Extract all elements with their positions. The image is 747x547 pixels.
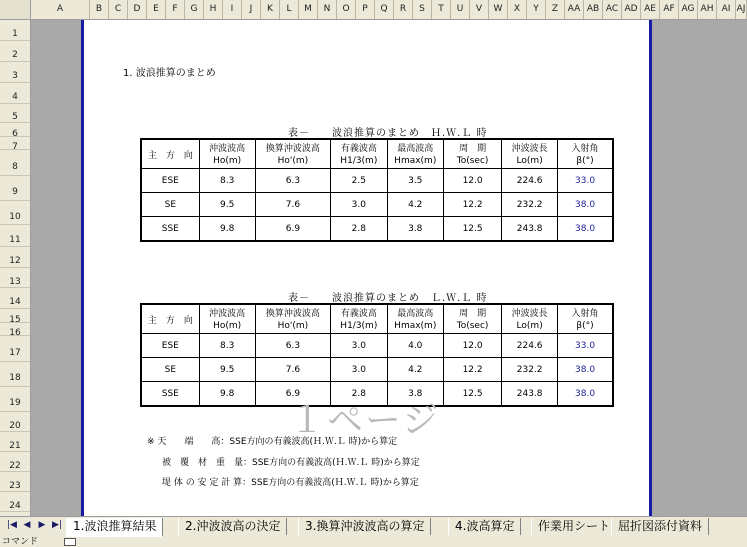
table-header-row — [141, 319, 613, 333]
value-cell[interactable]: 38.0 — [558, 358, 613, 382]
row-header-15[interactable]: 15 — [0, 309, 30, 323]
row-header-12[interactable]: 12 — [0, 247, 30, 268]
column-header-t[interactable]: T — [432, 0, 451, 19]
column-header-ad[interactable]: AD — [622, 0, 641, 19]
table-hwl — [140, 138, 614, 242]
value-cell[interactable]: 38.0 — [558, 382, 613, 407]
value-cell[interactable]: 3.0 — [331, 193, 387, 217]
header-cell: 換算沖波波高 — [255, 139, 330, 154]
column-header-g[interactable]: G — [185, 0, 204, 19]
macro-record-icon[interactable] — [64, 538, 76, 546]
header-cell: 沖波波高 — [199, 139, 255, 154]
value-cell[interactable]: 8.3 — [199, 334, 255, 358]
header-cell: 周 期 — [444, 304, 502, 319]
value-cell[interactable]: 12.5 — [444, 217, 502, 242]
row-header-22[interactable]: 22 — [0, 452, 30, 472]
tab-sheet-5[interactable]: 作業用シート — [531, 518, 617, 535]
value-cell[interactable]: 9.5 — [199, 193, 255, 217]
row-header-18[interactable]: 18 — [0, 362, 30, 387]
header-unit-cell: Ho'(m) — [255, 319, 330, 333]
header-cell: 入射角 — [558, 139, 613, 154]
table-row — [141, 358, 613, 382]
value-cell[interactable]: 9.5 — [199, 358, 255, 382]
column-header-ag[interactable]: AG — [679, 0, 698, 19]
document-heading: 1. 波浪推算のまとめ — [123, 68, 216, 79]
status-bar — [0, 537, 747, 547]
column-header-f[interactable]: F — [166, 0, 185, 19]
last-sheet-button[interactable]: ▶| — [52, 520, 62, 530]
first-sheet-button[interactable]: |◀ — [7, 520, 17, 530]
column-header-j[interactable]: J — [242, 0, 261, 19]
value-cell[interactable]: 33.0 — [558, 334, 613, 358]
header-unit-cell: Ho'(m) — [255, 154, 330, 168]
header-cell: 最高波高 — [387, 139, 444, 154]
table-header-row — [141, 139, 613, 154]
column-header-k[interactable]: K — [261, 0, 280, 19]
value-cell[interactable]: 33.0 — [558, 169, 613, 193]
header-unit-cell: Lo(m) — [502, 154, 558, 168]
header-cell: 沖波波長 — [502, 304, 558, 319]
header-unit-cell: Lo(m) — [502, 319, 558, 333]
header-unit-cell: H1/3(m) — [331, 319, 387, 333]
table-lwl-caption: 表－ 波浪推算のまとめ Ｌ.Ｗ.Ｌ 時 — [288, 293, 488, 304]
outside-print-area-right — [652, 20, 747, 516]
select-all-corner[interactable] — [0, 0, 31, 19]
row-header-8[interactable]: 8 — [0, 150, 30, 176]
value-cell[interactable]: 38.0 — [558, 193, 613, 217]
direction-cell[interactable]: SE — [141, 193, 199, 217]
value-cell[interactable]: 2.8 — [331, 217, 387, 242]
row-header-7[interactable]: 7 — [0, 137, 30, 150]
value-cell[interactable]: 7.6 — [255, 358, 330, 382]
table-row — [141, 169, 613, 193]
row-header-2[interactable]: 2 — [0, 41, 30, 62]
tab-sheet-3[interactable]: 3.換算沖波波高の算定 — [298, 518, 431, 535]
column-header-aj[interactable]: AJ — [736, 0, 747, 19]
direction-cell[interactable]: SE — [141, 358, 199, 382]
value-cell[interactable]: 12.0 — [444, 169, 502, 193]
value-cell[interactable]: 3.0 — [331, 334, 387, 358]
row-header-6[interactable]: 6 — [0, 123, 30, 137]
row-header-23[interactable]: 23 — [0, 472, 30, 492]
value-cell[interactable]: 6.9 — [255, 217, 330, 242]
value-cell[interactable]: 38.0 — [558, 217, 613, 242]
value-cell[interactable]: 4.2 — [387, 193, 444, 217]
row-header-bar — [0, 20, 31, 516]
column-header-x[interactable]: X — [508, 0, 527, 19]
column-header-r[interactable]: R — [394, 0, 413, 19]
column-header-e[interactable]: E — [147, 0, 166, 19]
direction-cell[interactable]: ESE — [141, 334, 199, 358]
table-row — [141, 217, 613, 242]
note-stability-calc: 堤 体 の 安 定 計 算：SSE方向の有義波高(Ｈ.Ｗ.Ｌ 時)から算定 — [162, 478, 419, 488]
column-header-aa[interactable]: AA — [565, 0, 584, 19]
row-header-20[interactable]: 20 — [0, 412, 30, 432]
column-header-w[interactable]: W — [489, 0, 508, 19]
value-cell[interactable]: 3.8 — [387, 217, 444, 242]
row-header-21[interactable]: 21 — [0, 432, 30, 452]
tab-sheet-6[interactable]: 屈折図添付資料 — [611, 518, 709, 535]
column-header-n[interactable]: N — [318, 0, 337, 19]
column-header-d[interactable]: D — [128, 0, 147, 19]
value-cell[interactable]: 4.2 — [387, 358, 444, 382]
column-header-z[interactable]: Z — [546, 0, 565, 19]
column-header-a[interactable]: A — [31, 0, 90, 19]
column-header-ab[interactable]: AB — [584, 0, 603, 19]
value-cell[interactable]: 243.8 — [502, 382, 558, 407]
row-header-4[interactable]: 4 — [0, 83, 30, 104]
table-row — [141, 193, 613, 217]
header-unit-cell: Hmax(m) — [387, 154, 444, 168]
column-header-l[interactable]: L — [280, 0, 299, 19]
value-cell[interactable]: 9.8 — [199, 382, 255, 407]
row-header-9[interactable]: 9 — [0, 176, 30, 201]
row-header-17[interactable]: 17 — [0, 336, 30, 362]
header-unit-cell: To(sec) — [444, 319, 502, 333]
column-header-ae[interactable]: AE — [641, 0, 660, 19]
header-cell: 周 期 — [444, 139, 502, 154]
value-cell[interactable]: 3.0 — [331, 358, 387, 382]
page-watermark: １ページ — [289, 400, 441, 441]
column-header-c[interactable]: C — [109, 0, 128, 19]
column-header-p[interactable]: P — [356, 0, 375, 19]
header-cell: 有義波高 — [331, 139, 387, 154]
column-header-ah[interactable]: AH — [698, 0, 717, 19]
value-cell[interactable]: 3.8 — [387, 382, 444, 407]
row-header-24[interactable]: 24 — [0, 492, 30, 512]
header-unit-cell: β(°) — [558, 319, 613, 333]
status-text: コマンド — [2, 537, 39, 547]
row-header-10[interactable]: 10 — [0, 201, 30, 225]
column-header-i[interactable]: I — [223, 0, 242, 19]
value-cell[interactable]: 243.8 — [502, 217, 558, 242]
column-header-o[interactable]: O — [337, 0, 356, 19]
row-header-14[interactable]: 14 — [0, 288, 30, 309]
column-header-ai[interactable]: AI — [717, 0, 736, 19]
header-cell: 有義波高 — [331, 304, 387, 319]
value-cell[interactable]: 3.5 — [387, 169, 444, 193]
header-cell: 沖波波長 — [502, 139, 558, 154]
table-header-row — [141, 304, 613, 319]
value-cell[interactable]: 8.3 — [199, 169, 255, 193]
value-cell[interactable]: 12.5 — [444, 382, 502, 407]
column-header-v[interactable]: V — [470, 0, 489, 19]
header-cell: 沖波波高 — [199, 304, 255, 319]
direction-cell[interactable]: SSE — [141, 382, 199, 407]
table-hwl-caption: 表－ 波浪推算のまとめ Ｈ.Ｗ.Ｌ 時 — [288, 128, 488, 139]
value-cell[interactable]: 9.8 — [199, 217, 255, 242]
header-unit-cell: H1/3(m) — [331, 154, 387, 168]
column-header-u[interactable]: U — [451, 0, 470, 19]
direction-cell[interactable]: ESE — [141, 169, 199, 193]
table-row — [141, 334, 613, 358]
direction-cell[interactable]: SSE — [141, 217, 199, 242]
row-header-3[interactable]: 3 — [0, 62, 30, 83]
header-unit-cell: Ho(m) — [199, 319, 255, 333]
column-header-q[interactable]: Q — [375, 0, 394, 19]
header-unit-cell: Ho(m) — [199, 154, 255, 168]
column-header-b[interactable]: B — [90, 0, 109, 19]
value-cell[interactable]: 2.5 — [331, 169, 387, 193]
column-header-m[interactable]: M — [299, 0, 318, 19]
note-crest-height: ※ 天 端 高：SSE方向の有義波高(Ｈ.Ｗ.Ｌ 時)から算定 — [147, 437, 398, 447]
value-cell[interactable]: 12.0 — [444, 334, 502, 358]
next-sheet-button[interactable]: ▶ — [38, 520, 46, 530]
value-cell[interactable]: 232.2 — [502, 358, 558, 382]
header-unit-cell: Hmax(m) — [387, 319, 444, 333]
column-header-y[interactable]: Y — [527, 0, 546, 19]
value-cell[interactable]: 224.6 — [502, 334, 558, 358]
column-header-s[interactable]: S — [413, 0, 432, 19]
column-header-bar — [0, 0, 747, 20]
row-header-19[interactable]: 19 — [0, 387, 30, 412]
value-cell[interactable]: 6.3 — [255, 334, 330, 358]
value-cell[interactable]: 232.2 — [502, 193, 558, 217]
header-cell: 最高波高 — [387, 304, 444, 319]
header-cell: 主 方 向 — [141, 139, 199, 169]
tab-sheet-1[interactable]: 1.波浪推算結果 — [66, 518, 163, 537]
value-cell[interactable]: 12.2 — [444, 358, 502, 382]
row-header-11[interactable]: 11 — [0, 225, 30, 247]
row-header-13[interactable]: 13 — [0, 268, 30, 288]
row-header-5[interactable]: 5 — [0, 104, 30, 123]
value-cell[interactable]: 224.6 — [502, 169, 558, 193]
value-cell[interactable]: 2.8 — [331, 382, 387, 407]
column-header-af[interactable]: AF — [660, 0, 679, 19]
tab-sheet-2[interactable]: 2.沖波波高の決定 — [178, 518, 287, 535]
header-unit-cell: β(°) — [558, 154, 613, 168]
row-header-1[interactable]: 1 — [0, 20, 30, 41]
header-cell: 換算沖波波高 — [255, 304, 330, 319]
column-header-h[interactable]: H — [204, 0, 223, 19]
value-cell[interactable]: 12.2 — [444, 193, 502, 217]
value-cell[interactable]: 7.6 — [255, 193, 330, 217]
value-cell[interactable]: 6.9 — [255, 382, 330, 407]
value-cell[interactable]: 6.3 — [255, 169, 330, 193]
outside-print-area-left — [31, 20, 81, 516]
value-cell[interactable]: 4.0 — [387, 334, 444, 358]
tab-sheet-4[interactable]: 4.波高算定 — [448, 518, 521, 535]
note-armor-weight: 被 覆 材 重 量：SSE方向の有義波高(Ｈ.Ｗ.Ｌ 時)から算定 — [162, 458, 420, 468]
row-header-16[interactable]: 16 — [0, 323, 30, 336]
prev-sheet-button[interactable]: ◀ — [23, 520, 31, 530]
header-cell: 主 方 向 — [141, 304, 199, 334]
table-header-row — [141, 154, 613, 168]
header-cell: 入射角 — [558, 304, 613, 319]
column-header-ac[interactable]: AC — [603, 0, 622, 19]
sheet-tab-bar — [0, 516, 747, 537]
header-unit-cell: To(sec) — [444, 154, 502, 168]
